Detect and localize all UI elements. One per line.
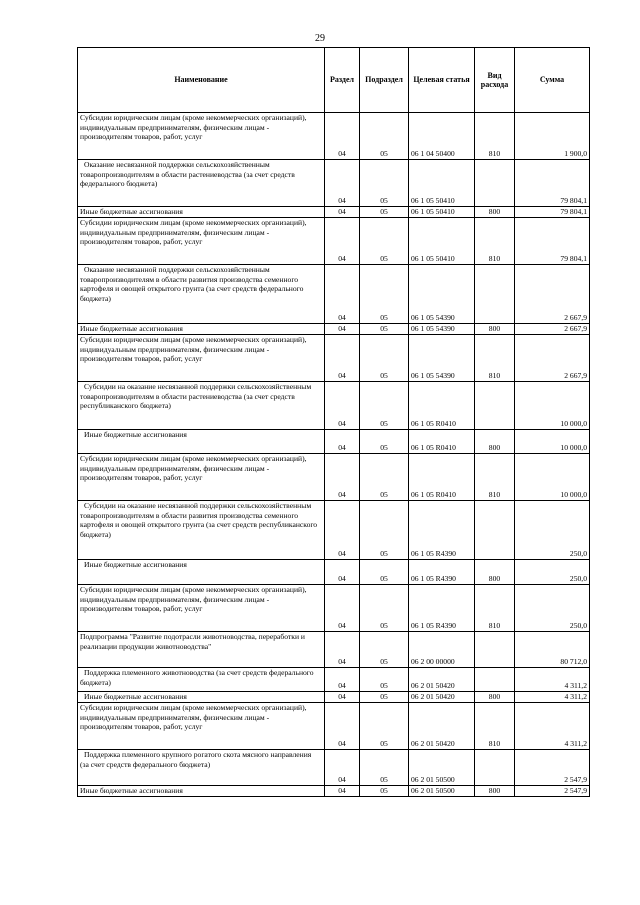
cell-target: 06 2 01 50420 <box>409 668 475 692</box>
header-kind: Вид расхода <box>475 48 515 113</box>
cell-name <box>78 160 325 207</box>
cell-target: 06 1 05 R0410 <box>409 382 475 430</box>
cell-sum: 79 804,1 <box>515 218 590 265</box>
cell-section: 04 <box>325 207 360 218</box>
cell-subsection: 05 <box>360 501 409 560</box>
cell-target: 06 2 01 50500 <box>409 750 475 786</box>
cell-section: 04 <box>325 501 360 560</box>
cell-section: 04 <box>325 692 360 703</box>
cell-name-text: Поддержка племенного крупного рогатого скота мясного направления (за счет средств федерального бюджета) <box>80 750 312 769</box>
cell-section: 04 <box>325 324 360 335</box>
cell-target: 06 1 04 50400 <box>409 113 475 160</box>
cell-sum: 4 311,2 <box>515 703 590 750</box>
cell-subsection: 05 <box>360 454 409 501</box>
cell-sum: 2 667,9 <box>515 265 590 324</box>
cell-name <box>78 668 325 692</box>
table-row <box>78 218 590 265</box>
cell-section: 04 <box>325 585 360 632</box>
cell-sum: 4 311,2 <box>515 692 590 703</box>
table-row <box>78 335 590 382</box>
table-row <box>78 632 590 668</box>
cell-sum: 250,0 <box>515 501 590 560</box>
table-row <box>78 560 590 585</box>
cell-target: 06 1 05 50410 <box>409 207 475 218</box>
cell-name <box>78 430 325 454</box>
cell-kind: 810 <box>475 585 515 632</box>
cell-name-text: Субсидии юридическим лицам (кроме некоммерческих организаций), индивидуальным предпринимателям, физическим лицам - производителям товаров, работ, услуг <box>80 454 307 483</box>
table-row <box>78 382 590 430</box>
table-row <box>78 501 590 560</box>
cell-sum: 79 804,1 <box>515 160 590 207</box>
cell-name <box>78 113 325 160</box>
cell-subsection: 05 <box>360 750 409 786</box>
cell-name <box>78 324 325 335</box>
table-row <box>78 703 590 750</box>
cell-name <box>78 585 325 632</box>
table-row <box>78 692 590 703</box>
cell-kind: 810 <box>475 218 515 265</box>
cell-section: 04 <box>325 335 360 382</box>
cell-target: 06 1 05 R0410 <box>409 430 475 454</box>
cell-section: 04 <box>325 750 360 786</box>
cell-subsection: 05 <box>360 265 409 324</box>
cell-name-text: Иные бюджетные ассигнования <box>84 692 187 701</box>
cell-target: 06 2 01 50420 <box>409 703 475 750</box>
cell-target: 06 1 05 R4390 <box>409 501 475 560</box>
cell-sum: 1 900,0 <box>515 113 590 160</box>
cell-subsection: 05 <box>360 113 409 160</box>
cell-kind: 800 <box>475 207 515 218</box>
cell-kind <box>475 501 515 560</box>
cell-kind: 810 <box>475 113 515 160</box>
table-row <box>78 160 590 207</box>
cell-subsection: 05 <box>360 585 409 632</box>
header-subsection: Подраздел <box>360 48 409 113</box>
table-header-row <box>78 48 590 113</box>
cell-target: 06 1 05 54390 <box>409 324 475 335</box>
cell-kind: 800 <box>475 786 515 797</box>
cell-section: 04 <box>325 113 360 160</box>
header-section: Раздел <box>325 48 360 113</box>
cell-name <box>78 692 325 703</box>
cell-name-text: Субсидии юридическим лицам (кроме некоммерческих организаций), индивидуальным предпринимателям, физическим лицам - производителям товаров, работ, услуг <box>80 703 307 732</box>
cell-name-text: Оказание несвязанной поддержки сельскохозяйственным товаропроизводителям в области развития производства семенного картофеля и овощей открытого грунта (за счет средств федерального бюджета) <box>80 265 304 303</box>
cell-sum: 250,0 <box>515 585 590 632</box>
cell-name-text: Иные бюджетные ассигнования <box>84 560 187 569</box>
cell-section: 04 <box>325 454 360 501</box>
cell-name-text: Субсидии юридическим лицам (кроме некоммерческих организаций), индивидуальным предпринимателям, физическим лицам - производителям товаров, работ, услуг <box>80 218 307 247</box>
cell-sum: 2 547,9 <box>515 750 590 786</box>
cell-name <box>78 382 325 430</box>
cell-sum: 250,0 <box>515 560 590 585</box>
table-row <box>78 430 590 454</box>
cell-section: 04 <box>325 382 360 430</box>
cell-name <box>78 703 325 750</box>
cell-name <box>78 265 325 324</box>
cell-subsection: 05 <box>360 786 409 797</box>
cell-kind: 800 <box>475 430 515 454</box>
cell-sum: 80 712,0 <box>515 632 590 668</box>
cell-subsection: 05 <box>360 324 409 335</box>
cell-kind <box>475 265 515 324</box>
cell-sum: 2 667,9 <box>515 324 590 335</box>
cell-target: 06 1 05 R4390 <box>409 560 475 585</box>
cell-section: 04 <box>325 265 360 324</box>
cell-target: 06 1 05 54390 <box>409 265 475 324</box>
table-row <box>78 324 590 335</box>
cell-sum: 2 547,9 <box>515 786 590 797</box>
cell-name <box>78 750 325 786</box>
cell-kind <box>475 632 515 668</box>
table-row <box>78 668 590 692</box>
cell-target: 06 2 00 00000 <box>409 632 475 668</box>
cell-name-text: Иные бюджетные ассигнования <box>80 786 183 795</box>
cell-kind: 800 <box>475 324 515 335</box>
cell-subsection: 05 <box>360 207 409 218</box>
cell-section: 04 <box>325 160 360 207</box>
cell-name <box>78 501 325 560</box>
cell-section: 04 <box>325 430 360 454</box>
header-name: Наименование <box>78 48 325 113</box>
header-sum: Сумма <box>515 48 590 113</box>
cell-subsection: 05 <box>360 382 409 430</box>
cell-kind: 800 <box>475 692 515 703</box>
table-body <box>78 113 590 797</box>
cell-name-text: Поддержка племенного животноводства (за счет средств федерального бюджета) <box>80 668 314 687</box>
cell-kind: 810 <box>475 454 515 501</box>
cell-kind: 810 <box>475 703 515 750</box>
cell-name-text: Иные бюджетные ассигнования <box>84 430 187 439</box>
table-row <box>78 265 590 324</box>
budget-table <box>77 47 590 797</box>
cell-kind: 800 <box>475 560 515 585</box>
cell-target: 06 2 01 50500 <box>409 786 475 797</box>
cell-name-text: Иные бюджетные ассигнования <box>80 324 183 333</box>
cell-name <box>78 335 325 382</box>
cell-name <box>78 454 325 501</box>
cell-name <box>78 218 325 265</box>
cell-subsection: 05 <box>360 218 409 265</box>
cell-name-text: Субсидии на оказание несвязанной поддержки сельскохозяйственным товаропроизводителям в области развития производства семенного картофеля и овощей открытого грунта (за счет средств республиканского бюджета) <box>80 501 318 539</box>
cell-name-text: Субсидии юридическим лицам (кроме некоммерческих организаций), индивидуальным предпринимателям, физическим лицам - производителям товаров, работ, услуг <box>80 335 307 364</box>
cell-section: 04 <box>325 218 360 265</box>
cell-kind <box>475 750 515 786</box>
cell-name <box>78 560 325 585</box>
cell-subsection: 05 <box>360 692 409 703</box>
cell-section: 04 <box>325 632 360 668</box>
cell-subsection: 05 <box>360 335 409 382</box>
cell-kind: 810 <box>475 335 515 382</box>
table-row <box>78 207 590 218</box>
cell-kind <box>475 668 515 692</box>
cell-name <box>78 207 325 218</box>
header-target: Целевая статья <box>409 48 475 113</box>
cell-name <box>78 632 325 668</box>
table-row <box>78 750 590 786</box>
cell-name <box>78 786 325 797</box>
cell-section: 04 <box>325 786 360 797</box>
cell-sum: 79 804,1 <box>515 207 590 218</box>
cell-subsection: 05 <box>360 668 409 692</box>
page-number: 29 <box>315 33 325 44</box>
cell-sum: 10 000,0 <box>515 382 590 430</box>
cell-sum: 4 311,2 <box>515 668 590 692</box>
cell-kind <box>475 160 515 207</box>
cell-subsection: 05 <box>360 560 409 585</box>
cell-name-text: Оказание несвязанной поддержки сельскохозяйственным товаропроизводителям в области растениеводства (за счет средств федерального бюджета) <box>80 160 295 189</box>
cell-subsection: 05 <box>360 703 409 750</box>
cell-name-text: Субсидии юридическим лицам (кроме некоммерческих организаций), индивидуальным предпринимателям, физическим лицам - производителям товаров, работ, услуг <box>80 113 307 142</box>
cell-target: 06 2 01 50420 <box>409 692 475 703</box>
cell-name-text: Субсидии на оказание несвязанной поддержки сельскохозяйственным товаропроизводителям в области растениеводства (за счет средств республиканского бюджета) <box>80 382 312 411</box>
table-row <box>78 585 590 632</box>
cell-name-text: Субсидии юридическим лицам (кроме некоммерческих организаций), индивидуальным предпринимателям, физическим лицам - производителям товаров, работ, услуг <box>80 585 307 614</box>
table-row <box>78 454 590 501</box>
cell-sum: 2 667,9 <box>515 335 590 382</box>
cell-section: 04 <box>325 703 360 750</box>
cell-subsection: 05 <box>360 160 409 207</box>
cell-section: 04 <box>325 668 360 692</box>
cell-subsection: 05 <box>360 632 409 668</box>
table-row <box>78 113 590 160</box>
cell-kind <box>475 382 515 430</box>
cell-target: 06 1 05 R4390 <box>409 585 475 632</box>
cell-sum: 10 000,0 <box>515 454 590 501</box>
cell-target: 06 1 05 50410 <box>409 218 475 265</box>
cell-sum: 10 000,0 <box>515 430 590 454</box>
cell-name-text: Подпрограмма "Развитие подотрасли животноводства, переработки и реализации продукции животноводства" <box>80 632 305 651</box>
cell-section: 04 <box>325 560 360 585</box>
cell-target: 06 1 05 50410 <box>409 160 475 207</box>
cell-target: 06 1 05 R0410 <box>409 454 475 501</box>
cell-name-text: Иные бюджетные ассигнования <box>80 207 183 216</box>
cell-subsection: 05 <box>360 430 409 454</box>
table-row <box>78 786 590 797</box>
cell-target: 06 1 05 54390 <box>409 335 475 382</box>
